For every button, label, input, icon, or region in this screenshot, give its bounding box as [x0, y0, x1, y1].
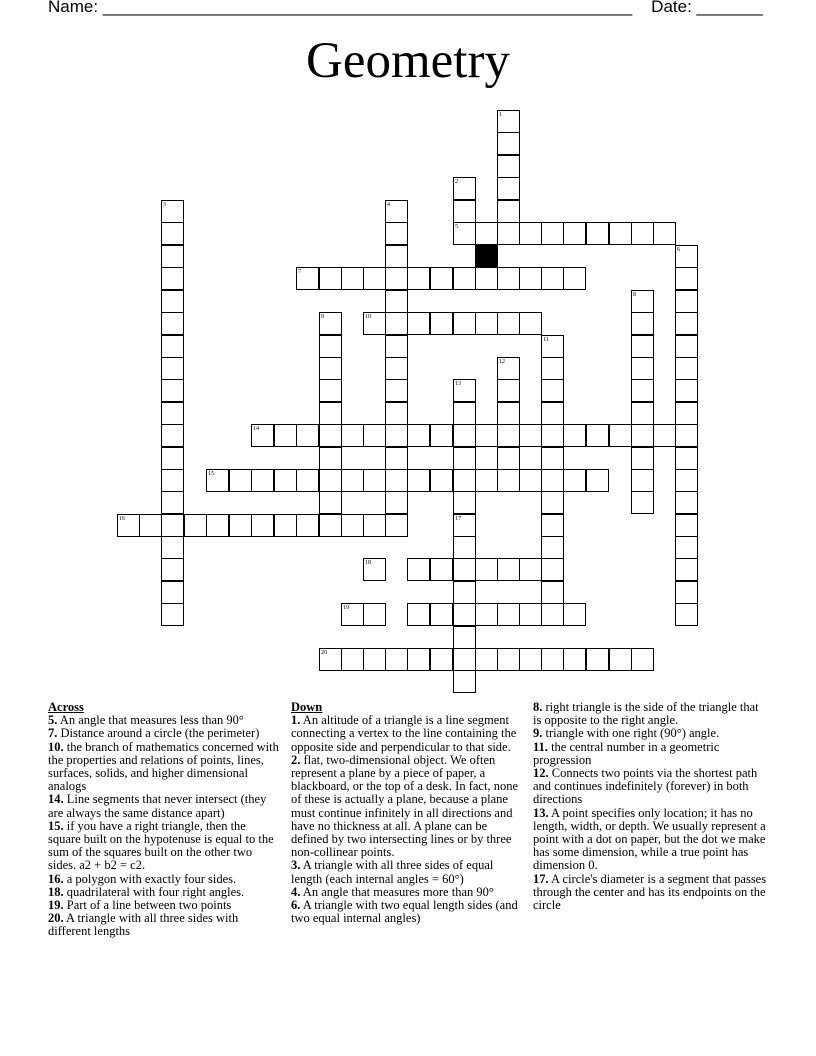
grid-cell[interactable] — [497, 648, 520, 671]
grid-cell[interactable] — [430, 648, 453, 671]
grid-cell[interactable] — [453, 603, 476, 626]
grid-cell[interactable] — [385, 514, 408, 537]
grid-cell[interactable] — [407, 267, 430, 290]
clue-number: 18 — [365, 560, 371, 566]
grid-cell[interactable] — [541, 558, 564, 581]
grid-cell[interactable] — [430, 603, 453, 626]
clue-number: 17 — [455, 516, 461, 522]
grid-cell[interactable] — [541, 648, 564, 671]
grid-cell[interactable] — [453, 558, 476, 581]
grid-cell-numbered[interactable] — [341, 603, 364, 626]
name-label: Name: ________________________________________________________ — [48, 0, 633, 16]
clue-number: 6. — [291, 898, 301, 913]
clue-text: Connects two points via the shortest path and continues indefinitely (forever) in both directions — [533, 766, 758, 807]
clue-number: 5. — [48, 713, 58, 728]
grid-cell[interactable] — [631, 379, 654, 402]
grid-cell[interactable] — [497, 177, 520, 200]
grid-cell[interactable] — [631, 312, 654, 335]
grid-cell[interactable] — [319, 267, 342, 290]
grid-cell[interactable] — [586, 424, 609, 447]
grid-cell[interactable] — [631, 491, 654, 514]
grid-cell[interactable] — [385, 245, 408, 268]
grid-cell[interactable] — [341, 648, 364, 671]
grid-cell[interactable] — [430, 312, 453, 335]
grid-cell[interactable] — [497, 267, 520, 290]
clue-number: 11. — [533, 739, 548, 754]
grid-cell[interactable] — [497, 379, 520, 402]
grid-cell-numbered[interactable] — [363, 312, 386, 335]
clue-text: A circle's diameter is a segment that passes through the center and has its endpoints on the circle — [533, 871, 767, 913]
clue-text: A triangle with all three sides with different lengths — [48, 911, 239, 939]
grid-cell[interactable] — [541, 267, 564, 290]
clue-number: 2 — [455, 179, 458, 185]
grid-cell[interactable] — [609, 648, 632, 671]
grid-cell[interactable] — [519, 603, 542, 626]
clue-number: 19 — [343, 605, 349, 611]
grid-cell[interactable] — [161, 267, 184, 290]
grid-cell[interactable] — [363, 267, 386, 290]
grid-cell[interactable] — [541, 581, 564, 604]
grid-cell-numbered[interactable] — [675, 245, 698, 268]
grid-cell[interactable] — [319, 379, 342, 402]
grid-cell[interactable] — [563, 648, 586, 671]
grid-cell[interactable] — [563, 603, 586, 626]
grid-cell[interactable] — [541, 491, 564, 514]
grid-cell[interactable] — [497, 132, 520, 155]
grid-cell[interactable] — [229, 469, 252, 492]
across-clue-list — [48, 714, 280, 938]
grid-cell-numbered[interactable] — [319, 312, 342, 335]
grid-cell[interactable] — [519, 558, 542, 581]
grid-cell[interactable] — [319, 424, 342, 447]
grid-cell[interactable] — [430, 469, 453, 492]
grid-cell[interactable] — [475, 424, 498, 447]
clue-text: right triangle is the side of the triangle that is opposite to the right angle. — [533, 700, 759, 728]
grid-cell[interactable] — [675, 335, 698, 358]
clue-number: 20 — [321, 650, 327, 656]
grid-cell[interactable] — [497, 603, 520, 626]
grid-cell-numbered[interactable] — [453, 177, 476, 200]
grid-cell[interactable] — [251, 469, 274, 492]
clue-text: A triangle with all three sides of equal length (each internal angles = 60°) — [291, 858, 494, 886]
clue-number: 10 — [365, 314, 371, 320]
grid-cell-numbered[interactable] — [453, 514, 476, 537]
grid-cell[interactable] — [563, 424, 586, 447]
clue-item — [533, 807, 769, 873]
down-heading: Down — [291, 700, 323, 714]
grid-cell[interactable] — [541, 514, 564, 537]
clue-number: 10. — [48, 739, 64, 754]
clue-text: An altitude of a triangle is a line segment connecting a vertex to the line containing the opposite side and perpendicular to that side. — [291, 713, 517, 754]
down-clue-list — [291, 714, 523, 925]
clue-number: 7 — [298, 269, 301, 275]
clue-text: flat, two-dimensional object. We often represent a plane by a piece of paper, a blackboard, or the top of a desk. In fact, none of these is actually a plane, because a plane must continue infinitely in all directions and have no thickness at all. A plane can be defined by two intersecting lines or by three non-collinear points. — [291, 752, 519, 860]
clue-number: 8 — [633, 292, 636, 298]
grid-cell[interactable] — [541, 357, 564, 380]
grid-cell[interactable] — [497, 200, 520, 223]
clue-text: A point specifies only location; it has no length, width, or depth. We usually represent a point with a dot on paper, but the dot we make has some dimension, while a true point has dimension 0. — [533, 805, 766, 873]
clue-text: A triangle with two equal length sides (and two equal internal angles) — [291, 898, 518, 926]
grid-cell[interactable] — [675, 447, 698, 470]
clue-number: 11 — [543, 337, 549, 343]
black-cell — [475, 245, 498, 268]
grid-cell[interactable] — [161, 603, 184, 626]
grid-cell-numbered[interactable] — [363, 558, 386, 581]
grid-cell[interactable] — [631, 447, 654, 470]
grid-cell-numbered[interactable] — [453, 379, 476, 402]
grid-cell[interactable] — [385, 357, 408, 380]
grid-cell[interactable] — [675, 267, 698, 290]
grid-cell[interactable] — [453, 402, 476, 425]
down-clues-column-2 — [533, 701, 769, 912]
grid-cell[interactable] — [161, 447, 184, 470]
grid-cell[interactable] — [229, 514, 252, 537]
grid-cell[interactable] — [453, 447, 476, 470]
clue-number: 14. — [48, 792, 64, 807]
clue-number: 15. — [48, 818, 64, 833]
grid-cell-numbered[interactable] — [319, 648, 342, 671]
grid-cell[interactable] — [274, 514, 297, 537]
clue-number: 19. — [48, 898, 64, 913]
grid-cell[interactable] — [475, 312, 498, 335]
grid-cell[interactable] — [385, 402, 408, 425]
grid-cell[interactable] — [631, 424, 654, 447]
grid-cell[interactable] — [453, 648, 476, 671]
grid-cell[interactable] — [519, 267, 542, 290]
clue-number: 12. — [533, 766, 549, 781]
across-clues — [48, 701, 280, 939]
grid-cell[interactable] — [430, 267, 453, 290]
grid-cell[interactable] — [475, 648, 498, 671]
grid-cell[interactable] — [453, 312, 476, 335]
clue-text: if you have a right triangle, then the square built on the hypotenuse is equal to the sum of the squares built on the other two sides. a2 + b2 = c2. — [48, 818, 274, 873]
grid-cell[interactable] — [161, 491, 184, 514]
grid-cell[interactable] — [161, 222, 184, 245]
grid-cell[interactable] — [675, 491, 698, 514]
grid-cell[interactable] — [497, 155, 520, 178]
grid-cell[interactable] — [319, 447, 342, 470]
grid-cell[interactable] — [675, 424, 698, 447]
clue-item — [533, 741, 769, 767]
grid-cell-numbered[interactable] — [631, 290, 654, 313]
grid-cell[interactable] — [206, 514, 229, 537]
grid-cell[interactable] — [161, 469, 184, 492]
grid-cell[interactable] — [363, 648, 386, 671]
clue-text: Distance around a circle (the perimeter) — [57, 726, 260, 741]
grid-cell[interactable] — [609, 222, 632, 245]
grid-cell[interactable] — [385, 222, 408, 245]
clue-text: An angle that measures more than 90° — [300, 884, 494, 899]
grid-cell[interactable] — [563, 267, 586, 290]
grid-cell-numbered[interactable] — [161, 200, 184, 223]
clue-text: a polygon with exactly four sides. — [63, 871, 237, 886]
grid-cell[interactable] — [161, 424, 184, 447]
grid-cell[interactable] — [385, 290, 408, 313]
clue-item — [291, 899, 523, 925]
grid-cell[interactable] — [631, 648, 654, 671]
grid-cell[interactable] — [675, 536, 698, 559]
grid-cell[interactable] — [475, 222, 498, 245]
grid-cell[interactable] — [341, 267, 364, 290]
grid-cell[interactable] — [541, 402, 564, 425]
clue-number: 1 — [499, 112, 502, 118]
grid-cell[interactable] — [341, 469, 364, 492]
clue-number: 9 — [321, 314, 324, 320]
grid-cell[interactable] — [675, 379, 698, 402]
grid-cell[interactable] — [385, 267, 408, 290]
grid-cell[interactable] — [407, 312, 430, 335]
grid-cell[interactable] — [319, 491, 342, 514]
grid-cell[interactable] — [653, 424, 676, 447]
grid-cell[interactable] — [319, 402, 342, 425]
grid-cell[interactable] — [385, 424, 408, 447]
clue-text: Part of a line between two points — [63, 898, 232, 913]
grid-cell[interactable] — [631, 222, 654, 245]
grid-cell[interactable] — [453, 536, 476, 559]
grid-cell[interactable] — [497, 469, 520, 492]
grid-cell[interactable] — [541, 469, 564, 492]
clue-number: 8. — [533, 700, 543, 714]
grid-cell[interactable] — [385, 335, 408, 358]
grid-cell[interactable] — [675, 290, 698, 313]
grid-cell[interactable] — [184, 514, 207, 537]
grid-cell[interactable] — [453, 267, 476, 290]
grid-cell[interactable] — [161, 335, 184, 358]
clue-number: 20. — [48, 911, 64, 926]
grid-cell[interactable] — [161, 558, 184, 581]
clue-item — [48, 820, 280, 873]
grid-cell-numbered[interactable] — [541, 335, 564, 358]
grid-cell[interactable] — [497, 402, 520, 425]
grid-cell[interactable] — [631, 335, 654, 358]
grid-cell[interactable] — [161, 312, 184, 335]
grid-cell[interactable] — [296, 469, 319, 492]
grid-cell[interactable] — [296, 514, 319, 537]
grid-cell[interactable] — [407, 603, 430, 626]
grid-cell[interactable] — [519, 222, 542, 245]
clue-number: 16. — [48, 871, 64, 886]
grid-cell[interactable] — [139, 514, 162, 537]
clue-number: 15 — [208, 471, 214, 477]
grid-cell[interactable] — [453, 469, 476, 492]
grid-cell[interactable] — [475, 469, 498, 492]
clue-item — [533, 767, 769, 807]
grid-cell[interactable] — [161, 379, 184, 402]
clue-text: triangle with one right (90°) angle. — [542, 726, 720, 741]
grid-cell[interactable] — [631, 402, 654, 425]
clue-number: 18. — [48, 884, 64, 899]
grid-cell[interactable] — [675, 558, 698, 581]
grid-cell-numbered[interactable] — [497, 110, 520, 133]
grid-cell[interactable] — [161, 536, 184, 559]
grid-cell[interactable] — [341, 514, 364, 537]
grid-cell[interactable] — [631, 357, 654, 380]
grid-cell[interactable] — [541, 536, 564, 559]
grid-cell[interactable] — [161, 581, 184, 604]
clue-number: 13 — [455, 381, 461, 387]
grid-cell[interactable] — [586, 469, 609, 492]
grid-cell[interactable] — [497, 447, 520, 470]
clue-item — [291, 859, 523, 885]
grid-cell-numbered[interactable] — [117, 514, 140, 537]
clue-item — [291, 754, 523, 860]
grid-cell[interactable] — [453, 670, 476, 693]
grid-cell[interactable] — [541, 603, 564, 626]
grid-cell[interactable] — [675, 581, 698, 604]
grid-cell[interactable] — [541, 424, 564, 447]
grid-cell[interactable] — [453, 626, 476, 649]
grid-cell[interactable] — [609, 424, 632, 447]
clue-number: 1. — [291, 713, 301, 728]
grid-cell[interactable] — [363, 424, 386, 447]
clue-text: quadrilateral with four right angles. — [63, 884, 245, 899]
grid-cell[interactable] — [541, 447, 564, 470]
grid-cell[interactable] — [385, 469, 408, 492]
clue-item — [48, 793, 280, 819]
grid-cell[interactable] — [385, 447, 408, 470]
grid-cell[interactable] — [251, 514, 274, 537]
grid-cell[interactable] — [407, 424, 430, 447]
grid-cell[interactable] — [453, 491, 476, 514]
grid-cell[interactable] — [274, 424, 297, 447]
grid-cell[interactable] — [675, 603, 698, 626]
grid-cell[interactable] — [407, 558, 430, 581]
across-heading: Across — [48, 700, 84, 714]
grid-cell[interactable] — [430, 424, 453, 447]
clue-number: 3 — [163, 202, 166, 208]
grid-cell[interactable] — [274, 469, 297, 492]
grid-cell[interactable] — [296, 424, 319, 447]
grid-cell[interactable] — [519, 424, 542, 447]
grid-cell[interactable] — [475, 267, 498, 290]
page-title: Geometry — [306, 33, 510, 89]
grid-cell[interactable] — [161, 357, 184, 380]
clue-item — [533, 873, 769, 913]
grid-cell[interactable] — [631, 469, 654, 492]
grid-cell[interactable] — [675, 514, 698, 537]
grid-cell[interactable] — [363, 603, 386, 626]
grid-cell[interactable] — [319, 335, 342, 358]
grid-cell[interactable] — [430, 558, 453, 581]
grid-cell[interactable] — [407, 469, 430, 492]
grid-cell[interactable] — [363, 514, 386, 537]
clue-number: 16 — [119, 516, 125, 522]
grid-cell-numbered[interactable] — [296, 267, 319, 290]
grid-cell[interactable] — [563, 469, 586, 492]
grid-cell[interactable] — [541, 379, 564, 402]
grid-cell[interactable] — [385, 379, 408, 402]
grid-cell[interactable] — [519, 312, 542, 335]
clue-number: 5 — [455, 224, 458, 230]
grid-cell[interactable] — [161, 402, 184, 425]
grid-cell[interactable] — [541, 222, 564, 245]
grid-cell[interactable] — [453, 200, 476, 223]
clue-number: 4. — [291, 884, 301, 899]
grid-cell-numbered[interactable] — [497, 357, 520, 380]
grid-cell[interactable] — [497, 222, 520, 245]
clue-number: 6 — [677, 247, 680, 253]
clue-item — [48, 741, 280, 794]
clue-item — [291, 714, 523, 754]
date-label: Date: _______ — [651, 0, 763, 16]
clue-item — [48, 912, 280, 938]
grid-cell-numbered[interactable] — [453, 222, 476, 245]
clue-number: 3. — [291, 858, 301, 873]
grid-cell[interactable] — [319, 514, 342, 537]
grid-cell[interactable] — [161, 290, 184, 313]
clue-number: 17. — [533, 871, 549, 886]
grid-cell[interactable] — [497, 312, 520, 335]
clue-number: 9. — [533, 726, 543, 741]
grid-cell[interactable] — [586, 648, 609, 671]
grid-cell[interactable] — [341, 424, 364, 447]
clue-number: 7. — [48, 726, 58, 741]
grid-cell[interactable] — [675, 357, 698, 380]
grid-cell[interactable] — [497, 424, 520, 447]
grid-cell[interactable] — [497, 558, 520, 581]
down-clues-column-1 — [291, 701, 523, 925]
grid-cell[interactable] — [675, 312, 698, 335]
clue-item — [533, 701, 769, 727]
grid-cell[interactable] — [407, 648, 430, 671]
grid-cell[interactable] — [385, 491, 408, 514]
grid-cell[interactable] — [363, 469, 386, 492]
grid-cell[interactable] — [586, 222, 609, 245]
grid-cell[interactable] — [385, 312, 408, 335]
grid-cell[interactable] — [519, 648, 542, 671]
clue-number: 4 — [387, 202, 390, 208]
clue-text: the central number in a geometric progression — [533, 739, 720, 767]
grid-cell[interactable] — [319, 469, 342, 492]
clue-number: 14 — [253, 426, 259, 432]
grid-cell[interactable] — [161, 514, 184, 537]
clue-number: 13. — [533, 805, 549, 820]
grid-cell-numbered[interactable] — [251, 424, 274, 447]
grid-cell[interactable] — [563, 222, 586, 245]
grid-cell[interactable] — [161, 245, 184, 268]
down-clue-list-continued — [533, 701, 769, 912]
grid-cell[interactable] — [385, 648, 408, 671]
grid-cell[interactable] — [475, 603, 498, 626]
grid-cell[interactable] — [675, 469, 698, 492]
clue-text: the branch of mathematics concerned with the properties and relations of points, lines, surfaces, solids, and higher dimensional analogs — [48, 739, 279, 794]
clue-text: An angle that measures less than 90° — [57, 713, 244, 728]
grid-cell[interactable] — [319, 357, 342, 380]
grid-cell[interactable] — [475, 558, 498, 581]
grid-cell[interactable] — [675, 402, 698, 425]
clue-text: Line segments that never intersect (they are always the same distance apart) — [48, 792, 267, 820]
grid-cell-numbered[interactable] — [206, 469, 229, 492]
grid-cell[interactable] — [653, 222, 676, 245]
grid-cell[interactable] — [453, 424, 476, 447]
grid-cell-numbered[interactable] — [385, 200, 408, 223]
grid-cell[interactable] — [453, 581, 476, 604]
grid-cell[interactable] — [519, 469, 542, 492]
clue-number: 2. — [291, 752, 301, 767]
clue-number: 12 — [499, 359, 505, 365]
